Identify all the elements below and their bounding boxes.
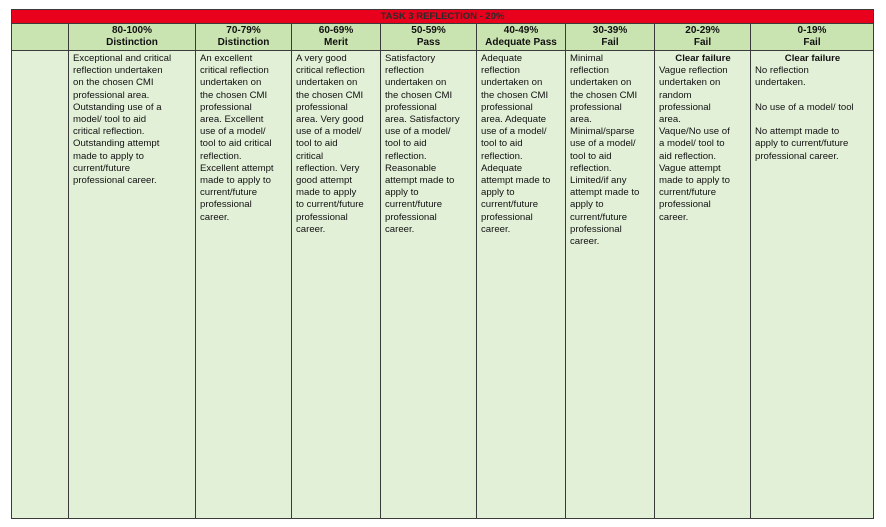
row-label-cell (12, 51, 69, 519)
criteria-row (12, 51, 874, 519)
criteria-text: Satisfactory reflection undertaken on the chosen CMI professional area. Satisfactory use of a model/ tool to aid reflection. Reasonable attempt made to apply to current/future professional career. (385, 53, 460, 235)
grade-header-70-79 (196, 24, 292, 51)
reflection-rubric-table (11, 9, 874, 519)
criteria-text: Vague reflection undertaken on random professional area. Vaque/No use of a model/ tool to aid reflection. Vague attempt made to apply to current/future professional career. (659, 65, 730, 223)
criteria-cell-70-79 (196, 51, 292, 519)
grade-label: Pass (416, 37, 441, 48)
criteria-text: No reflection undertaken. No use of a model/ tool No attempt made to apply to current/future professional career. (755, 65, 854, 162)
grade-label: Adequate Pass (485, 37, 557, 48)
criteria-cell-20-29 (655, 51, 751, 519)
grade-header-40-49 (477, 24, 566, 51)
criteria-text: Adequate reflection undertaken on the chosen CMI professional area. Adequate use of a model/ tool to aid reflection. Adequate attempt made to apply to current/future professional career. (481, 53, 551, 235)
criteria-cell-60-69 (292, 51, 381, 519)
grade-header-30-39 (566, 24, 655, 51)
grade-range: 30-39% (592, 25, 628, 36)
clear-failure-label: Clear failure (784, 53, 841, 64)
grade-range: 80-100% (111, 25, 153, 36)
row-label-header (12, 24, 69, 51)
criteria-text: Minimal reflection undertaken on the chosen CMI professional area. Minimal/sparse use of a model/ tool to aid reflection. Limited/if any attempt made to apply to current/future professional career. (570, 53, 640, 248)
grade-header-80-100 (69, 24, 196, 51)
criteria-text: A very good critical reflection undertaken on the chosen CMI professional area. Very good use of a model/ tool to aid critical reflection. Very good attempt made to apply to current/future professional career. (296, 53, 365, 235)
grade-label: Fail (803, 37, 821, 48)
grade-label: Merit (324, 37, 348, 48)
criteria-text: An excellent critical reflection undertaken on the chosen CMI professional area. Excellent use of a model/ tool to aid critical reflection. Excellent attempt made to apply to current/future professional career. (200, 53, 274, 223)
title-row (12, 10, 874, 24)
clear-failure-label: Clear failure (675, 53, 731, 64)
grade-header-60-69 (292, 24, 381, 51)
criteria-text: Exceptional and critical reflection undertaken on the chosen CMI professional area. Outstanding use of a model/ tool to aid critical reflection. Outstanding attempt made to apply to current/future professional career. (73, 53, 172, 187)
grade-range: 40-49% (503, 25, 539, 36)
grade-header-row (12, 24, 874, 51)
criteria-cell-30-39 (566, 51, 655, 519)
criteria-cell-50-59 (381, 51, 477, 519)
grade-label: Distinction (106, 37, 158, 48)
grade-range: 0-19% (797, 25, 827, 36)
grade-label: Distinction (217, 37, 270, 48)
grade-label: Fail (693, 37, 712, 48)
criteria-cell-80-100 (69, 51, 196, 519)
grade-label: Fail (601, 37, 619, 48)
grade-range: 20-29% (685, 25, 720, 36)
grade-header-0-19 (751, 24, 874, 51)
grade-range: 50-59% (411, 25, 446, 36)
grade-range: 70-79% (226, 25, 261, 36)
criteria-cell-40-49 (477, 51, 566, 519)
grade-header-20-29 (655, 24, 751, 51)
criteria-cell-0-19 (751, 51, 874, 519)
grade-range: 60-69% (318, 25, 354, 36)
grade-header-50-59 (381, 24, 477, 51)
rubric-title: TASK 3 REFLECTION - 20% (12, 10, 874, 24)
